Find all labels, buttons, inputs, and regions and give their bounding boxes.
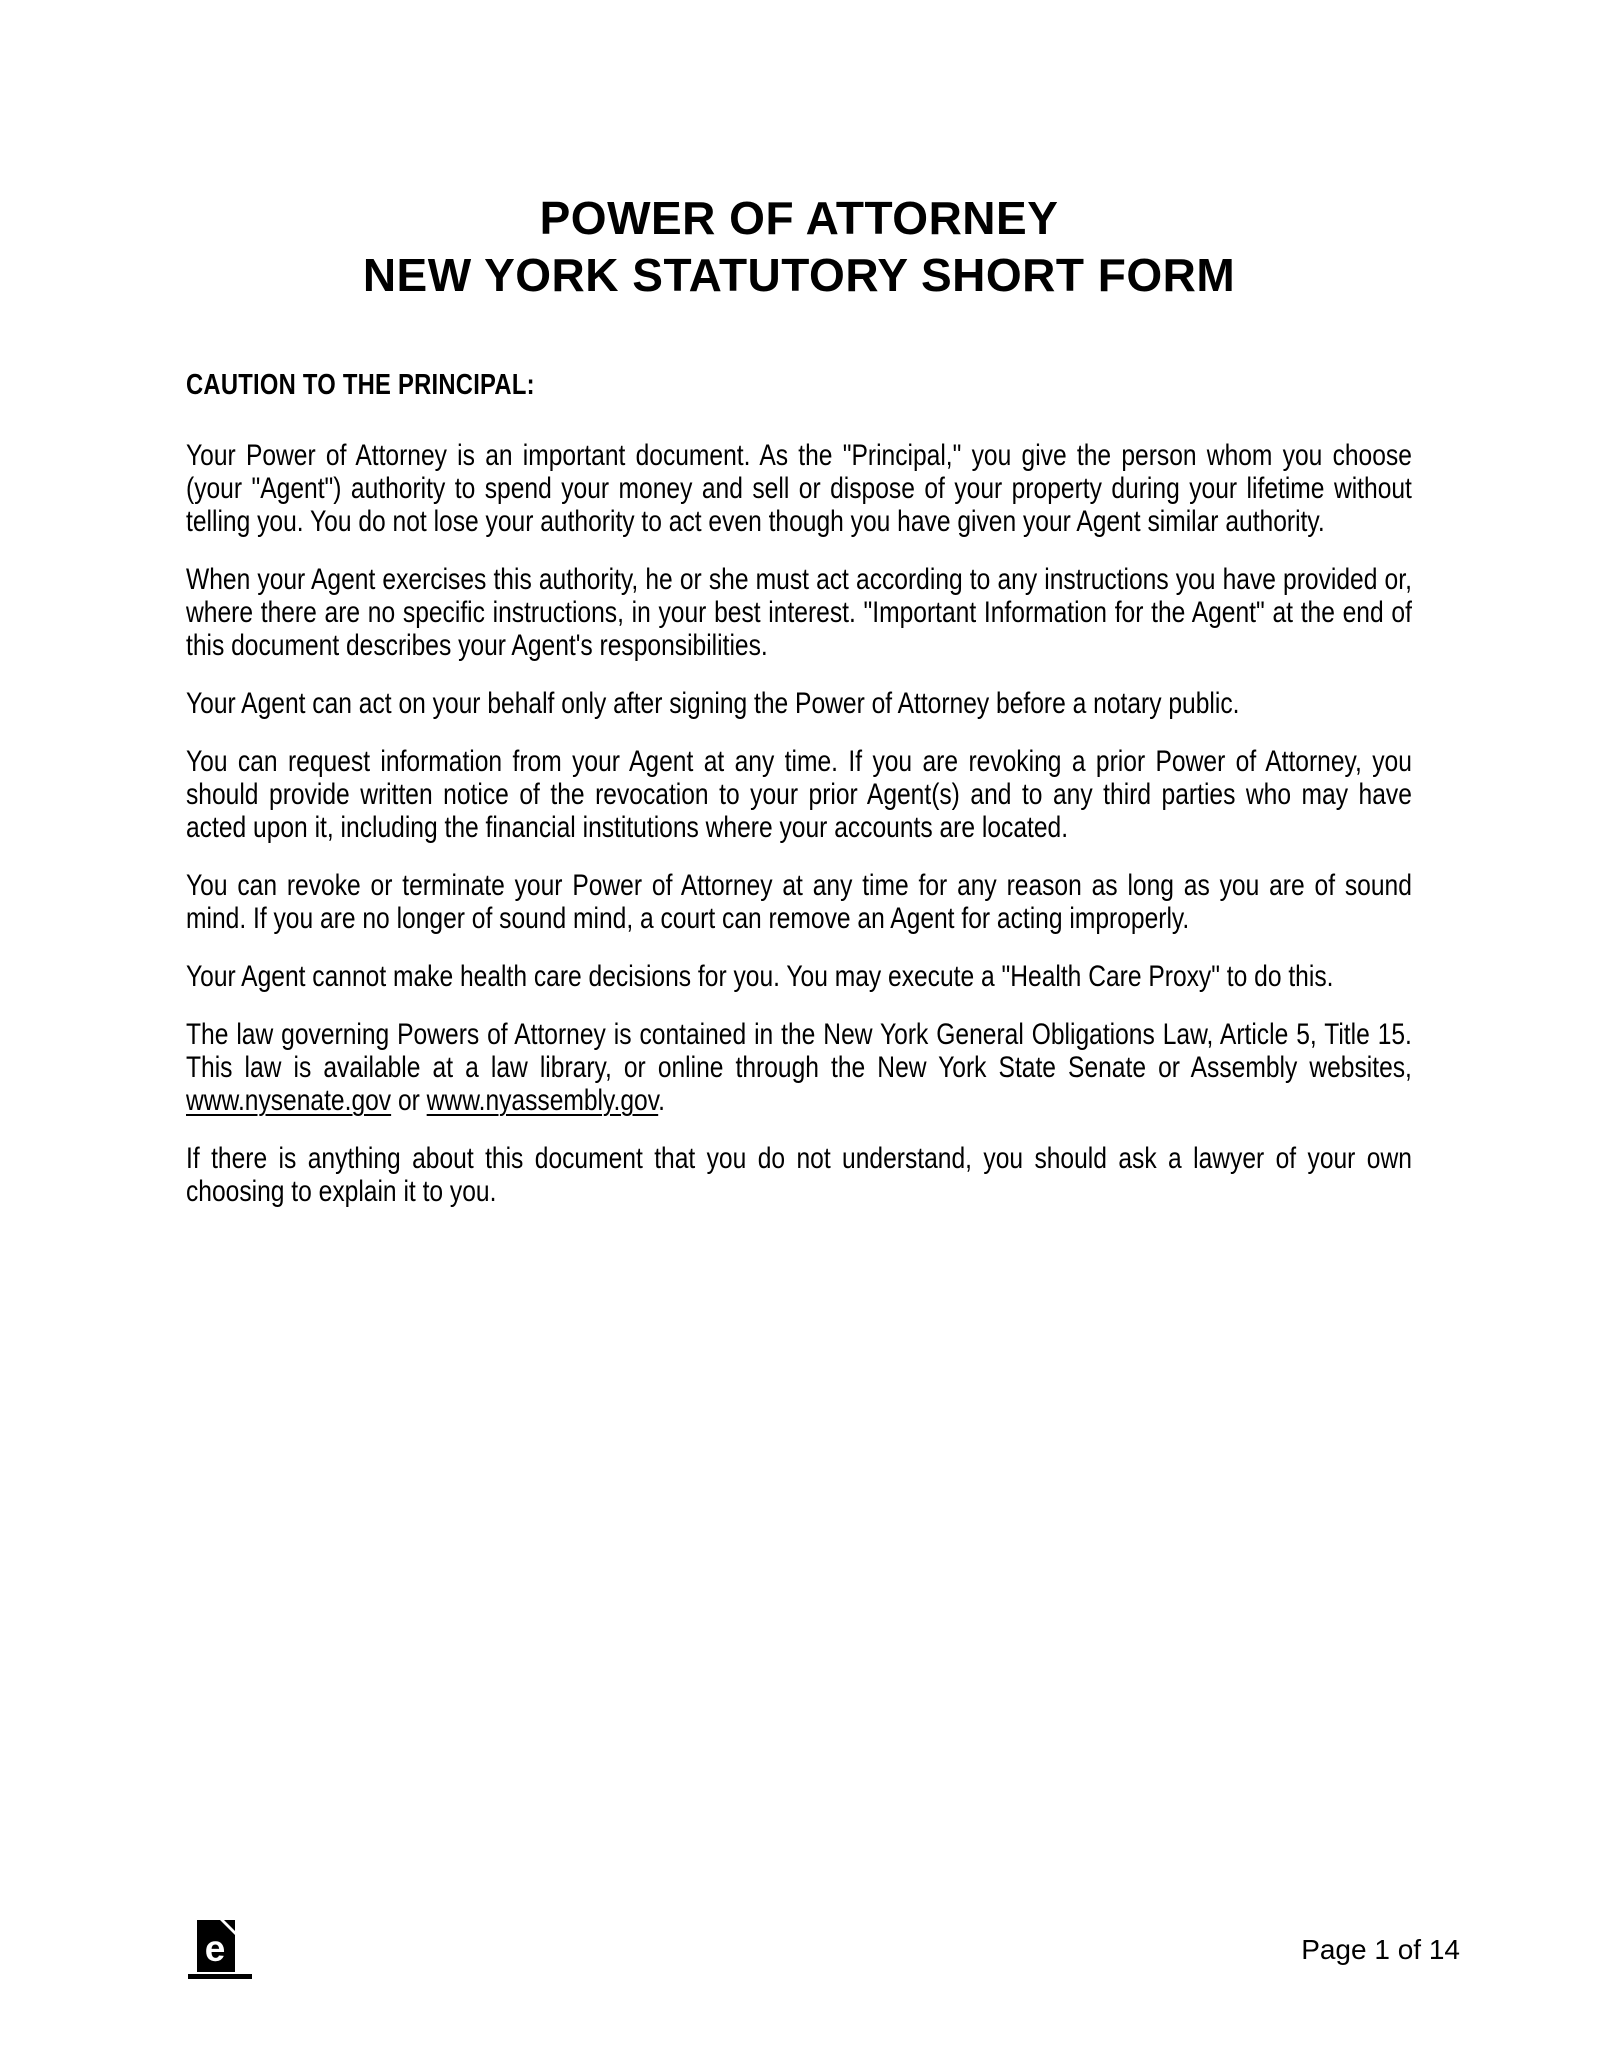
logo-letter: e: [204, 1928, 226, 1969]
title-line-2: NEW YORK STATUTORY SHORT FORM: [362, 249, 1236, 301]
paragraph: You can revoke or terminate your Power of Attorney at any time for any reason as long as you are of sound mind. If you are no longer of sound mind, a court can remove an Agent for acting improperly.: [186, 869, 1412, 935]
hyperlink[interactable]: www.nyassembly.gov: [426, 1084, 659, 1117]
eforms-logo: [197, 1920, 261, 1977]
caution-heading: CAUTION TO THE PRINCIPAL:: [186, 369, 535, 401]
paragraph: If there is anything about this document that you do not understand, you should ask a lawyer of your own choosing to explain it to you.: [186, 1142, 1412, 1208]
paragraph: The law governing Powers of Attorney is contained in the New York General Obligations Law, Article 5, Title 15. This law is available at a law library, or online through the New York State Senate or Assembly websites, www.nysenate.gov or www.nyassembly.gov.: [186, 1018, 1412, 1117]
paragraph: Your Agent cannot make health care decisions for you. You may execute a "Health Care Proxy" to do this.: [186, 960, 1334, 993]
body-paragraphs: [186, 439, 1412, 1208]
hyperlink[interactable]: www.nysenate.gov: [186, 1084, 392, 1117]
title-line-1: POWER OF ATTORNEY: [539, 192, 1059, 244]
body-text-block: [186, 368, 1412, 1208]
paragraph: You can request information from your Agent at any time. If you are revoking a prior Power of Attorney, you should provide written notice of the revocation to your prior Agent(s) and to any third parties who may have acted upon it, including the financial institutions where your accounts are located.: [186, 745, 1412, 844]
paragraph: Your Power of Attorney is an important document. As the "Principal," you give the person whom you choose (your "Agent") authority to spend your money and sell or dispose of your property during your lifetime without telling you. You do not lose your authority to act even though you have given your Agent similar authority.: [186, 439, 1412, 538]
logo-underline: [188, 1974, 252, 1979]
paragraph: Your Agent can act on your behalf only after signing the Power of Attorney before a notary public.: [186, 687, 1240, 720]
paragraph: When your Agent exercises this authority, he or she must act according to any instructions you have provided or, where there are no specific instructions, in your best interest. "Important Information for the Agent" at the end of this document describes your Agent's responsibilities.: [186, 563, 1412, 662]
eforms-document-icon: [197, 1920, 235, 1972]
page-indicator: Page 1 of 14: [1301, 1934, 1460, 1965]
document-title: [186, 190, 1412, 304]
